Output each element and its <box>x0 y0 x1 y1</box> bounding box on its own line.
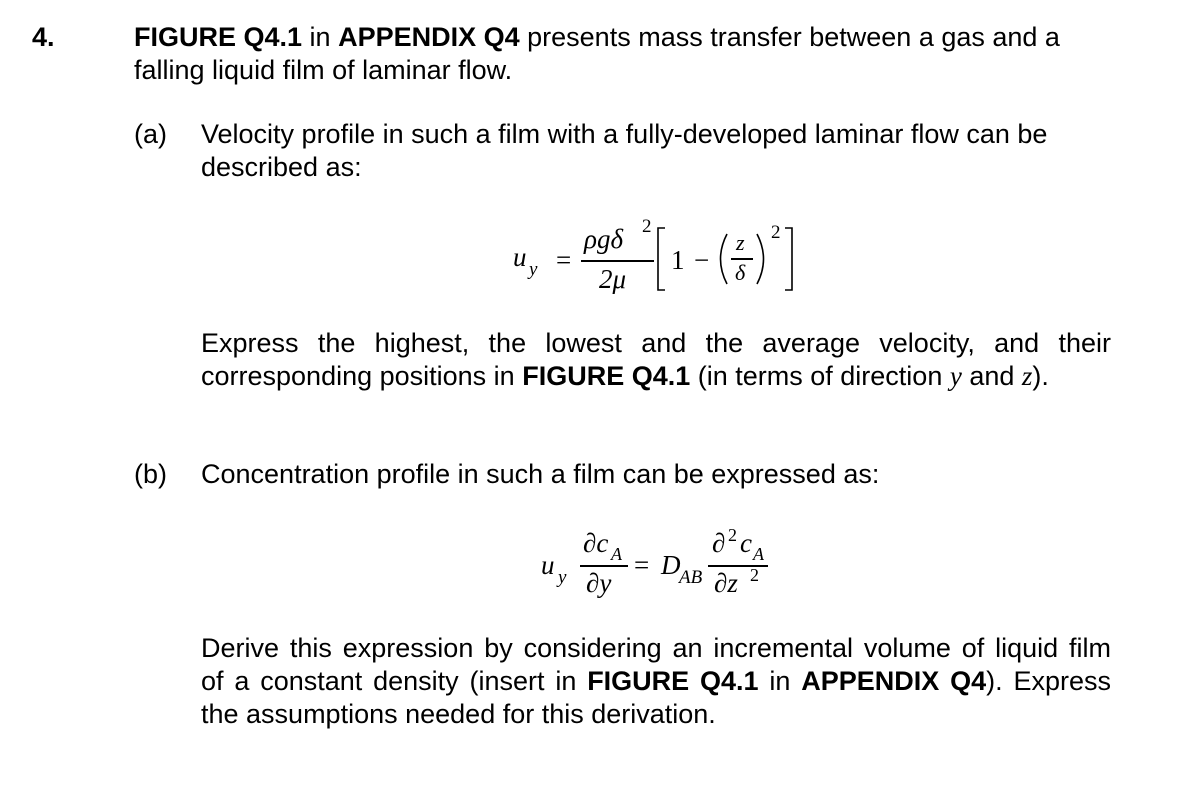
eq-a-one: 1 <box>671 245 685 275</box>
eq-b-equals: = <box>634 550 650 580</box>
part-a-question-line1: Express the highest, the lowest and the average velocity, and their <box>201 328 1111 358</box>
eq-b-D-sub: AB <box>679 567 703 588</box>
part-b-derive-line1: Derive this expression by considering an incremental volume of liquid film <box>201 633 1111 663</box>
eq-b-lhs-numerator: ∂c <box>583 528 609 558</box>
question-number: 4. <box>32 22 55 52</box>
eq-b-rhs-numerator-sub: A <box>753 544 764 564</box>
direction-y: y <box>949 361 962 391</box>
direction-z: z <box>1021 361 1033 391</box>
figure-ref: FIGURE Q4.1 <box>134 22 303 52</box>
eq-a-denominator: 2μ <box>599 264 627 294</box>
eq-b-rhs-denominator-sup: 2 <box>750 565 759 585</box>
eq-a-u-sub: y <box>529 259 538 280</box>
eq-a-u: u <box>513 242 527 272</box>
eq-b-u-sub: y <box>558 567 567 588</box>
figure-ref: FIGURE Q4.1 <box>587 666 759 696</box>
eq-b-rhs-denominator: ∂z <box>714 568 738 598</box>
part-b-derive-line3: the assumptions needed for this derivation. <box>201 699 716 729</box>
part-b-label: (b) <box>134 459 167 489</box>
eq-b-lhs-denominator: ∂y <box>586 568 612 598</box>
eq-a-fraction-bar <box>581 260 654 262</box>
eq-b-rhs-numerator-partial: ∂ <box>712 528 726 558</box>
eq-a-right-bracket <box>782 227 796 291</box>
eq-a-equals: = <box>556 245 572 275</box>
appendix-ref: APPENDIX Q4 <box>338 22 520 52</box>
part-b-derive-line2: of a constant density (insert in FIGURE Q4.1 in APPENDIX Q4). Express <box>201 666 1111 696</box>
appendix-ref: APPENDIX Q4 <box>801 666 987 696</box>
eq-b-lhs-numerator-sub: A <box>611 544 622 564</box>
eq-b-rhs-numerator-sup: 2 <box>728 525 737 545</box>
part-a-label: (a) <box>134 119 167 149</box>
eq-a-numerator: ρgδ <box>584 224 624 254</box>
eq-a-right-paren <box>754 232 772 286</box>
eq-a-left-paren <box>712 232 730 286</box>
part-b-line1: Concentration profile in such a film can be expressed as: <box>201 459 880 489</box>
part-a-question-line2: corresponding positions in FIGURE Q4.1 (in terms of direction y and z). <box>201 361 1049 391</box>
question-intro-line2: falling liquid film of laminar flow. <box>134 55 513 85</box>
part-a-line1: Velocity profile in such a film with a fully-developed laminar flow can be <box>201 119 1048 149</box>
question-intro-line1: FIGURE Q4.1 in APPENDIX Q4 presents mass transfer between a gas and a <box>134 22 1060 52</box>
eq-a-minus: − <box>694 245 710 275</box>
eq-a-numerator-power: 2 <box>642 216 652 237</box>
eq-b-u: u <box>541 550 555 580</box>
eq-b-lhs-fraction-bar <box>580 565 628 567</box>
part-a-line2: described as: <box>201 152 362 182</box>
eq-a-power: 2 <box>771 222 781 243</box>
eq-a-frac-num: z <box>736 230 745 255</box>
figure-ref: FIGURE Q4.1 <box>522 361 691 391</box>
eq-a-left-bracket <box>655 227 669 291</box>
eq-b-rhs-numerator-c: c <box>740 528 752 558</box>
eq-b-rhs-fraction-bar <box>708 565 768 567</box>
eq-b-D: D <box>661 550 681 580</box>
eq-a-frac-den: δ <box>735 260 746 285</box>
